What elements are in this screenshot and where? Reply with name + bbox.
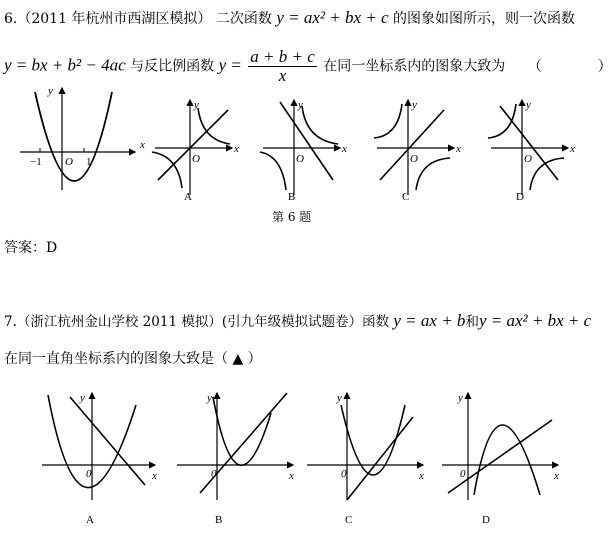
- q7-d-x-label: x: [554, 470, 559, 482]
- q6-option-a-label: A: [184, 191, 192, 203]
- q7-and: 和: [465, 314, 479, 330]
- q7-a-x-label: x: [152, 470, 157, 482]
- q6-line1-suffix: 的图象如图所示，则一次函数: [393, 11, 575, 27]
- q6-d-origin: O: [524, 153, 532, 165]
- q7-a-origin: 0: [86, 468, 92, 480]
- q6-option-b-graph: [260, 99, 347, 203]
- q6-line2-mid: 与反比例函数: [130, 58, 215, 75]
- q7-b-origin: 0: [211, 468, 217, 480]
- q6-c-x-label: x: [456, 143, 461, 155]
- q6-b-x-label: x: [342, 143, 347, 155]
- q6-tick-neg-label: −1: [30, 156, 42, 168]
- q7-option-a-graph: [42, 392, 157, 526]
- q6-line2-suffix: 在同一坐标系内的图象大致为: [323, 58, 506, 75]
- q6-b-origin: O: [296, 153, 304, 165]
- q7-b-x-label: x: [289, 470, 294, 482]
- q7-option-c-label: C: [345, 514, 353, 526]
- q6-line1: [4, 8, 575, 28]
- q6-option-c-label: C: [402, 191, 410, 203]
- q7-line2: 在同一直角坐标系内的图象大致是（ ▲ ）: [4, 351, 262, 367]
- q6-given-x-label: x: [140, 139, 145, 151]
- q6-a-y-label: y: [194, 99, 199, 111]
- q6-figures: [0, 80, 600, 210]
- q6-d-y-label: y: [526, 99, 531, 111]
- q6-given-graph: [20, 85, 145, 190]
- q6-given-y-label: y: [48, 85, 53, 97]
- q6-a-origin: O: [192, 153, 200, 165]
- q6-b-y-label: y: [298, 99, 303, 111]
- q7-option-b-graph: [177, 392, 294, 526]
- q7-d-origin: 0: [460, 468, 466, 480]
- q7-line1: [4, 310, 591, 331]
- q7-option-a-label: A: [86, 514, 94, 526]
- q6-d-x-label: x: [570, 143, 575, 155]
- q7-c-y-label: y: [337, 392, 342, 404]
- q6-answer-blank: （ ）: [527, 58, 612, 75]
- q6-a-x-label: x: [234, 143, 239, 155]
- q6-given-parabola: [35, 92, 112, 181]
- q6-figure-caption: 第 6 题: [272, 210, 312, 224]
- q6-quadratic-formula: y = ax² + bx + c: [276, 8, 389, 27]
- q6-fraction-numerator: a + b + c: [250, 47, 315, 66]
- q6-tick-pos-label: 1: [86, 156, 92, 168]
- q6-c-y-label: y: [412, 99, 417, 111]
- q7-prefix: 7.（浙江杭州金山学校 2011 模拟）(引九年级模拟试题卷）函数: [4, 314, 390, 330]
- q6-linear-formula: y = bx + b² − 4ac: [4, 55, 126, 75]
- q6-option-c-graph: [374, 99, 461, 203]
- q6-option-d-label: D: [516, 191, 524, 203]
- q6-c-origin: O: [410, 153, 418, 165]
- q7-option-b-label: B: [215, 514, 223, 526]
- q6-given-origin: O: [65, 156, 73, 168]
- q6-option-b-label: B: [288, 191, 296, 203]
- q7-option-c-graph: [307, 392, 424, 526]
- q7-d-y-label: y: [458, 392, 463, 404]
- q7-c-x-label: x: [419, 470, 424, 482]
- q7-linear-formula: y = ax + b: [393, 311, 466, 330]
- q6-option-a-graph: [152, 99, 239, 203]
- q7-option-d-graph: [442, 392, 559, 526]
- q6-fraction-denominator: x: [278, 66, 287, 85]
- q6-answer: 答案：D: [4, 240, 58, 256]
- q6-option-d-graph: [488, 99, 575, 203]
- q7-quadratic-formula: y = ax² + bx + c: [478, 311, 592, 330]
- q7-b-y-label: y: [207, 392, 212, 404]
- q6-prefix: 6.（2011 年杭州市西湖区模拟） 二次函数: [4, 11, 272, 27]
- q7-c-origin: 0: [341, 468, 347, 480]
- q7-option-d-label: D: [482, 514, 490, 526]
- q7-figures: [0, 385, 600, 535]
- q6-inverse-lhs: y =: [218, 55, 242, 75]
- q7-a-y-label: y: [80, 392, 85, 404]
